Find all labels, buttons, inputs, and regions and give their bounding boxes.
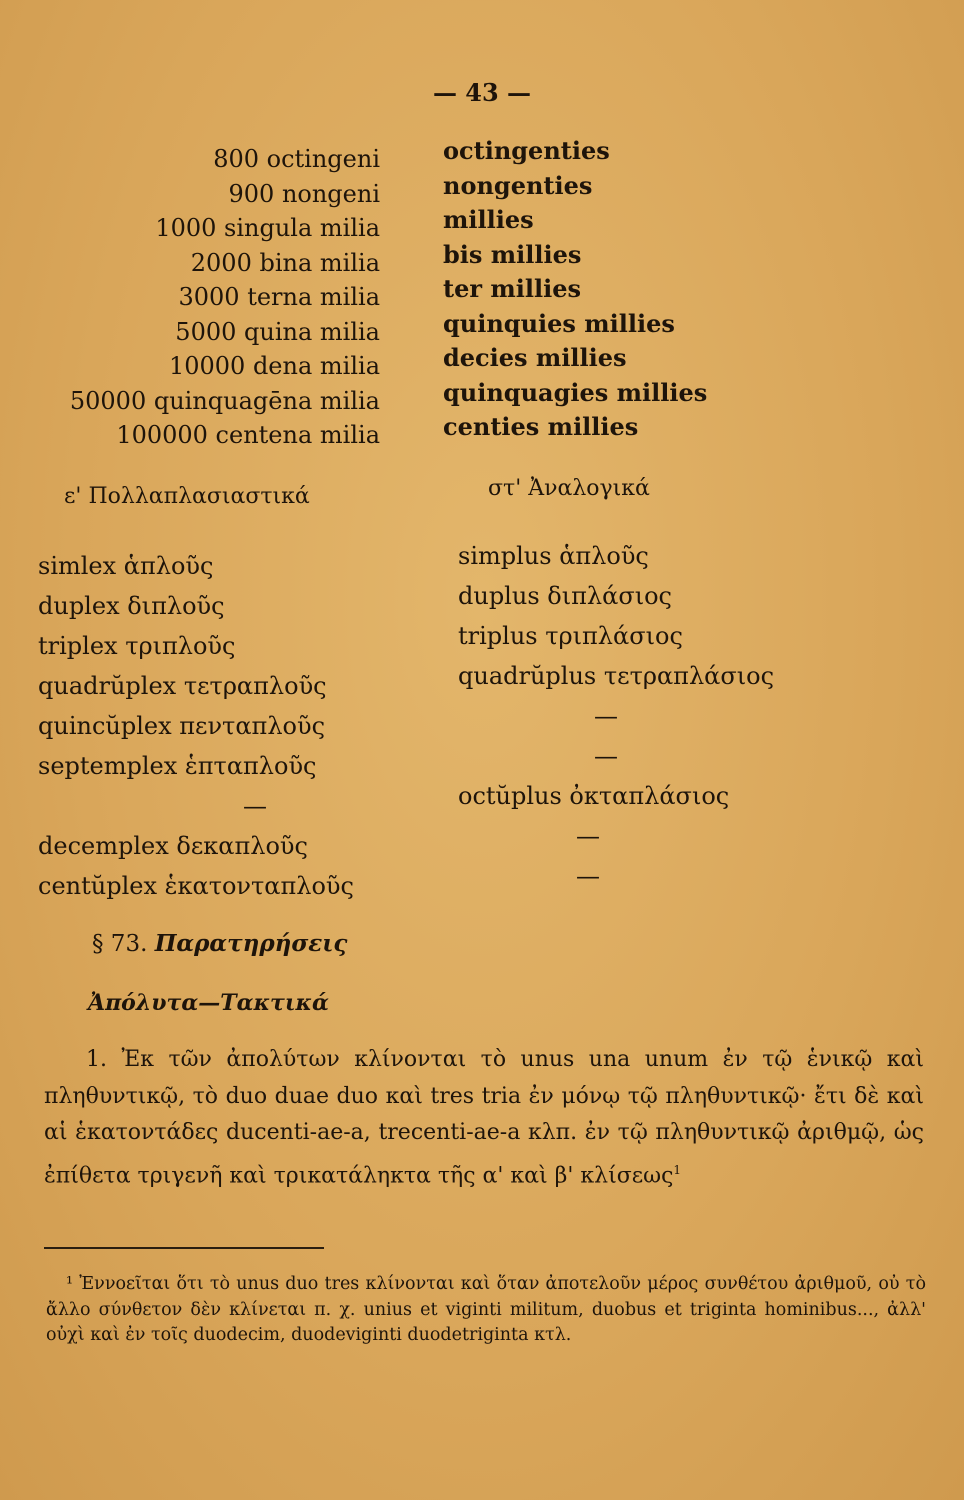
list-item: ter millies <box>443 274 581 303</box>
list-item: 3000 terna milia <box>178 283 380 311</box>
page-number: — 43 — <box>432 78 532 107</box>
list-item: simplus ἁπλοῦς <box>458 542 649 570</box>
section-title-text: Παρατηρήσεις <box>154 930 348 957</box>
list-item: — <box>576 862 600 890</box>
footnote-text: Ἐννοεῖται ὅτι τὸ unus duo tres κλίνονται καὶ ὅταν ἀποτελοῦν μέρος συνθέτου ἀριθμοῦ, οὐ τὸ ἄλλο σύνθετον δὲν κλίνεται π. χ. unius et viginti militum, duobus et triginta hominibus..., ἀλλ' οὐχὶ καὶ ἐν τοῖς duodecim, duodeviginti duodetriginta κτλ. <box>46 1274 926 1345</box>
proportional-list <box>458 536 918 896</box>
list-item: triplus τριπλάσιος <box>458 622 683 650</box>
footnote-marker: ¹ <box>66 1274 74 1294</box>
list-item: — <box>594 702 618 730</box>
list-item: duplex διπλοῦς <box>38 592 225 620</box>
list-item: simlex ἁπλοῦς <box>38 552 214 580</box>
list-item: septemplex ἑπταπλοῦς <box>38 752 317 780</box>
list-item: 900 nongeni <box>228 179 380 208</box>
list-item: centies millies <box>443 412 639 441</box>
section-heading-proportional: στ' Ἀναλογικά <box>488 476 650 501</box>
list-item: duplus διπλάσιος <box>458 582 672 610</box>
adverb-column <box>443 134 943 445</box>
list-item: 5000 quina milia <box>175 317 380 346</box>
list-item: 100000 centena milia <box>116 421 380 449</box>
body-text: 1. Ἐκ τῶν ἀπολύτων κλίνονται τὸ unus una unum ἐν τῷ ἑνικῷ καὶ πληθυντικῷ, τὸ duo duae duo καὶ tres tria ἐν μόνῳ τῷ πληθυντικῷ· ἔτι δὲ καὶ αἱ ἑκατοντάδες ducenti-ae-a, trecenti-ae-a κλπ. ἐν τῷ πληθυντικῷ ἀριθμῷ, ὡς ἐπίθετα τριγενῆ καὶ τρικατάληκτα τῆς α' καὶ β' κλίσεως <box>44 1047 924 1188</box>
list-item: bis millies <box>443 239 582 269</box>
multiplicative-list <box>38 546 438 906</box>
list-item: 1000 singula milia <box>155 214 380 242</box>
list-item: — <box>576 822 600 850</box>
list-item: quadrŭplus τετραπλάσιος <box>458 662 775 690</box>
footnote-divider <box>44 1247 324 1249</box>
list-item: nongenties <box>443 170 593 200</box>
list-item: — <box>594 742 618 770</box>
list-item: millies <box>443 205 534 234</box>
list-item: quadrŭplex τετραπλοῦς <box>38 672 327 700</box>
list-item: 2000 bina milia <box>190 248 380 277</box>
list-item: centŭplex ἑκατονταπλοῦς <box>38 872 354 900</box>
list-item: 50000 quinquagēna milia <box>69 386 380 415</box>
list-item: — <box>243 792 267 820</box>
list-item: quinquies millies <box>443 308 675 338</box>
list-item: 10000 dena milia <box>168 352 380 380</box>
list-item: decies millies <box>443 343 627 372</box>
list-item: octŭplus ὀκταπλάσιος <box>458 782 730 810</box>
list-item: 800 octingeni <box>213 145 380 173</box>
cardinal-column <box>36 142 416 453</box>
section-heading-multiplicative: ε' Πολλαπλασιαστικά <box>64 484 310 509</box>
subheading: Ἀπόλυτα—Τακτικά <box>88 990 329 1016</box>
body-paragraph <box>44 1042 924 1194</box>
footnote-reference: 1 <box>673 1162 682 1177</box>
list-item: quincŭplex πενταπλοῦς <box>38 712 326 740</box>
section-number: § 73. <box>92 931 148 957</box>
list-item: triplex τριπλοῦς <box>38 632 236 660</box>
footnote <box>46 1272 926 1349</box>
list-item: decemplex δεκαπλοῦς <box>38 832 308 860</box>
list-item: quinquagies millies <box>443 377 708 407</box>
list-item: octingenties <box>443 136 610 165</box>
section-title <box>92 930 347 957</box>
